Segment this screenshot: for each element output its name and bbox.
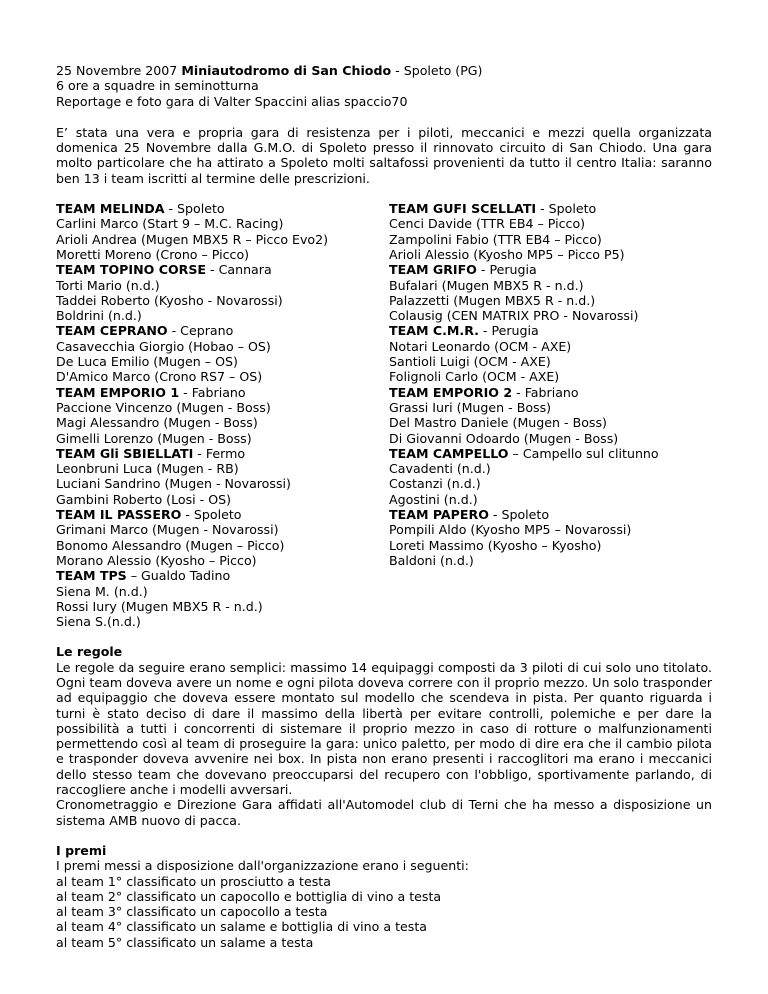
team-member: Di Giovanni Odoardo (Mugen - Boss) bbox=[389, 430, 619, 446]
team-name: TEAM C.M.R. bbox=[389, 323, 479, 339]
team-member: Pompili Aldo (Kyosho MP5 – Novarossi) bbox=[389, 522, 632, 538]
team-member: Carlini Marco (Start 9 – M.C. Racing) bbox=[56, 216, 284, 232]
team-heading bbox=[56, 446, 389, 461]
team-member: Morano Alessio (Kyosho – Picco) bbox=[56, 552, 257, 568]
team-member: Bonomo Alessandro (Mugen – Picco) bbox=[56, 537, 285, 553]
team-city: - Fermo bbox=[193, 445, 246, 461]
team-heading bbox=[56, 262, 389, 277]
team-member: Taddei Roberto (Kyosho - Novarossi) bbox=[56, 292, 283, 308]
prizes-intro: I premi messi a disposizione dall'organizzazione erano i seguenti: bbox=[56, 858, 469, 874]
team-member: Siena S.(n.d.) bbox=[56, 614, 141, 630]
team-member: Palazzetti (Mugen MBX5 R - n.d.) bbox=[389, 292, 596, 308]
team-heading bbox=[389, 385, 712, 400]
intro-paragraph: E’ stata una vera e propria gara di resistenza per i piloti, meccanici e mezzi quella organizzata domenica 25 Novembre dalla G.M.O. di Spoleto presso il rinnovato circuito di San Chiodo. Una gara molto particolare che ha attirato a Spoleto molti saltafossi provenienti da tutto il centro Italia: saranno ben 13 i team iscritti al termine delle prescrizioni. bbox=[56, 124, 712, 186]
team-name: TEAM PAPERO bbox=[389, 507, 489, 523]
team-member: D'Amico Marco (Crono RS7 – OS) bbox=[56, 369, 263, 385]
team-member: Zampolini Fabio (TTR EB4 – Picco) bbox=[389, 231, 602, 247]
team-member: Loreti Massimo (Kyosho – Kyosho) bbox=[389, 537, 602, 553]
team-city: - Fabriano bbox=[179, 384, 246, 400]
team-member: Magi Alessandro (Mugen - Boss) bbox=[56, 415, 258, 431]
prizes-title: I premi bbox=[56, 842, 107, 858]
team-member: Leonbruni Luca (Mugen - RB) bbox=[56, 461, 239, 477]
event-date: 25 Novembre 2007 bbox=[56, 63, 178, 78]
team-heading bbox=[56, 201, 389, 216]
team-member: Del Mastro Daniele (Mugen - Boss) bbox=[389, 415, 607, 431]
team-name: TEAM CEPRANO bbox=[56, 323, 168, 339]
team-heading bbox=[389, 201, 712, 216]
team-member: Baldoni (n.d.) bbox=[389, 552, 474, 568]
article-header bbox=[56, 63, 712, 109]
prizes-section bbox=[56, 858, 712, 950]
teams-column-right bbox=[389, 201, 712, 629]
event-venue: Miniautodromo di San Chiodo bbox=[181, 63, 392, 78]
team-member: Boldrini (n.d.) bbox=[56, 308, 142, 324]
team-member: Paccione Vincenzo (Mugen - Boss) bbox=[56, 399, 271, 415]
team-heading bbox=[56, 507, 389, 522]
prize-item: al team 3° classificato un capocollo a testa bbox=[56, 904, 328, 920]
team-member: Agostini (n.d.) bbox=[389, 491, 478, 507]
team-member: Arioli Andrea (Mugen MBX5 R – Picco Evo2) bbox=[56, 231, 329, 247]
team-city: - Perugia bbox=[478, 323, 539, 339]
event-city: - Spoleto (PG) bbox=[395, 63, 483, 78]
team-city: - Spoleto bbox=[164, 201, 225, 217]
event-name: 6 ore a squadre in seminotturna bbox=[56, 78, 259, 94]
team-heading bbox=[56, 385, 389, 400]
prize-item: al team 5° classificato un salame a testa bbox=[56, 934, 314, 950]
rules-timing: Cronometraggio e Direzione Gara affidati all'Automodel club di Terni che ha messo a disposizione un sistema AMB nuovo di pacca. bbox=[56, 797, 712, 828]
team-heading bbox=[56, 568, 389, 583]
team-name: TEAM GRIFO bbox=[389, 262, 477, 278]
team-member: Folignoli Carlo (OCM - AXE) bbox=[389, 369, 560, 385]
team-member: Moretti Moreno (Crono – Picco) bbox=[56, 246, 250, 262]
team-name: TEAM TPS bbox=[56, 568, 127, 584]
team-member: Colausig (CEN MATRIX PRO - Novarossi) bbox=[389, 308, 639, 324]
rules-title: Le regole bbox=[56, 644, 123, 660]
team-heading bbox=[389, 507, 712, 522]
prize-item: al team 1° classificato un prosciutto a testa bbox=[56, 873, 331, 889]
team-member: Cavadenti (n.d.) bbox=[389, 461, 491, 477]
document-page bbox=[56, 63, 712, 950]
team-member: Costanzi (n.d.) bbox=[389, 476, 481, 492]
team-member: Gimelli Lorenzo (Mugen - Boss) bbox=[56, 430, 252, 446]
team-member: Casavecchia Giorgio (Hobao – OS) bbox=[56, 338, 271, 354]
event-dateline bbox=[56, 63, 712, 78]
team-member: Notari Leonardo (OCM - AXE) bbox=[389, 338, 572, 354]
team-member: De Luca Emilio (Mugen – OS) bbox=[56, 354, 238, 370]
team-name: TEAM TOPINO CORSE bbox=[56, 262, 207, 278]
team-name: TEAM MELINDA bbox=[56, 201, 165, 217]
team-member: Siena M. (n.d.) bbox=[56, 583, 148, 599]
prize-item: al team 4° classificato un salame e bottiglia di vino a testa bbox=[56, 919, 427, 935]
team-city: - Cannara bbox=[206, 262, 272, 278]
team-member: Gambini Roberto (Losi - OS) bbox=[56, 491, 232, 507]
team-member: Grassi Iuri (Mugen - Boss) bbox=[389, 399, 552, 415]
team-heading bbox=[389, 323, 712, 338]
team-member: Santioli Luigi (OCM - AXE) bbox=[389, 354, 551, 370]
team-heading bbox=[389, 262, 712, 277]
team-name: TEAM CAMPELLO bbox=[389, 445, 509, 461]
team-name: TEAM EMPORIO 1 bbox=[56, 384, 180, 400]
team-city: - Spoleto bbox=[536, 201, 597, 217]
team-city: - Spoleto bbox=[488, 507, 550, 523]
team-city: - Spoleto bbox=[181, 507, 242, 523]
team-city: - Ceprano bbox=[167, 323, 234, 339]
prize-item: al team 2° classificato un capocollo e bottiglia di vino a testa bbox=[56, 888, 442, 904]
team-name: TEAM Gli SBIELLATI bbox=[56, 445, 194, 461]
team-member: Cenci Davide (TTR EB4 – Picco) bbox=[389, 216, 586, 232]
teams-column-left bbox=[56, 201, 389, 629]
event-credits: Reportage e foto gara di Valter Spaccini alias spaccio70 bbox=[56, 93, 408, 109]
team-member: Grimani Marco (Mugen - Novarossi) bbox=[56, 522, 279, 538]
team-member: Arioli Alessio (Kyosho MP5 – Picco P5) bbox=[389, 246, 625, 262]
team-name: TEAM IL PASSERO bbox=[56, 507, 182, 523]
team-name: TEAM GUFI SCELLATI bbox=[389, 201, 537, 217]
team-city: - Fabriano bbox=[512, 384, 579, 400]
team-member: Luciani Sandrino (Mugen - Novarossi) bbox=[56, 476, 291, 492]
rules-body: Le regole da seguire erano semplici: massimo 14 equipaggi composti da 3 piloti di cui solo uno titolato. Ogni team doveva avere un nome e ogni pilota doveva correre con il proprio mezzo. Un solo trasponder ad equipaggio che doveva essere montato sul modello che scendeva in pista. Per quanto riguarda i turni è stato deciso di dare il massimo della libertà per evitare controlli, polemiche e per dare la possibilità a tutti i concorrenti di sistemare il proprio mezzo in caso di rotture o malfunzionamenti permettendo così al team di proseguire la gara: unico paletto, per modo di dire era che il cambio pilota e trasponder doveva avvenire nei box. In pista non erano presenti i raccoglitori ma erano i meccanici dello stesso team che dovevano preoccuparsi del recupero con l'obbligo, sportivamente parlando, di raccogliere anche i modelli avversari. bbox=[56, 659, 712, 798]
team-member: Bufalari (Mugen MBX5 R - n.d.) bbox=[389, 277, 584, 293]
team-heading bbox=[389, 446, 712, 461]
team-city: – Gualdo Tadino bbox=[126, 568, 231, 584]
team-heading bbox=[56, 323, 389, 338]
teams-list bbox=[56, 201, 712, 629]
team-city: - Perugia bbox=[476, 262, 537, 278]
team-name: TEAM EMPORIO 2 bbox=[389, 384, 513, 400]
team-member: Torti Mario (n.d.) bbox=[56, 277, 160, 293]
team-city: – Campello sul clitunno bbox=[508, 445, 659, 461]
team-member: Rossi Iury (Mugen MBX5 R - n.d.) bbox=[56, 598, 263, 614]
